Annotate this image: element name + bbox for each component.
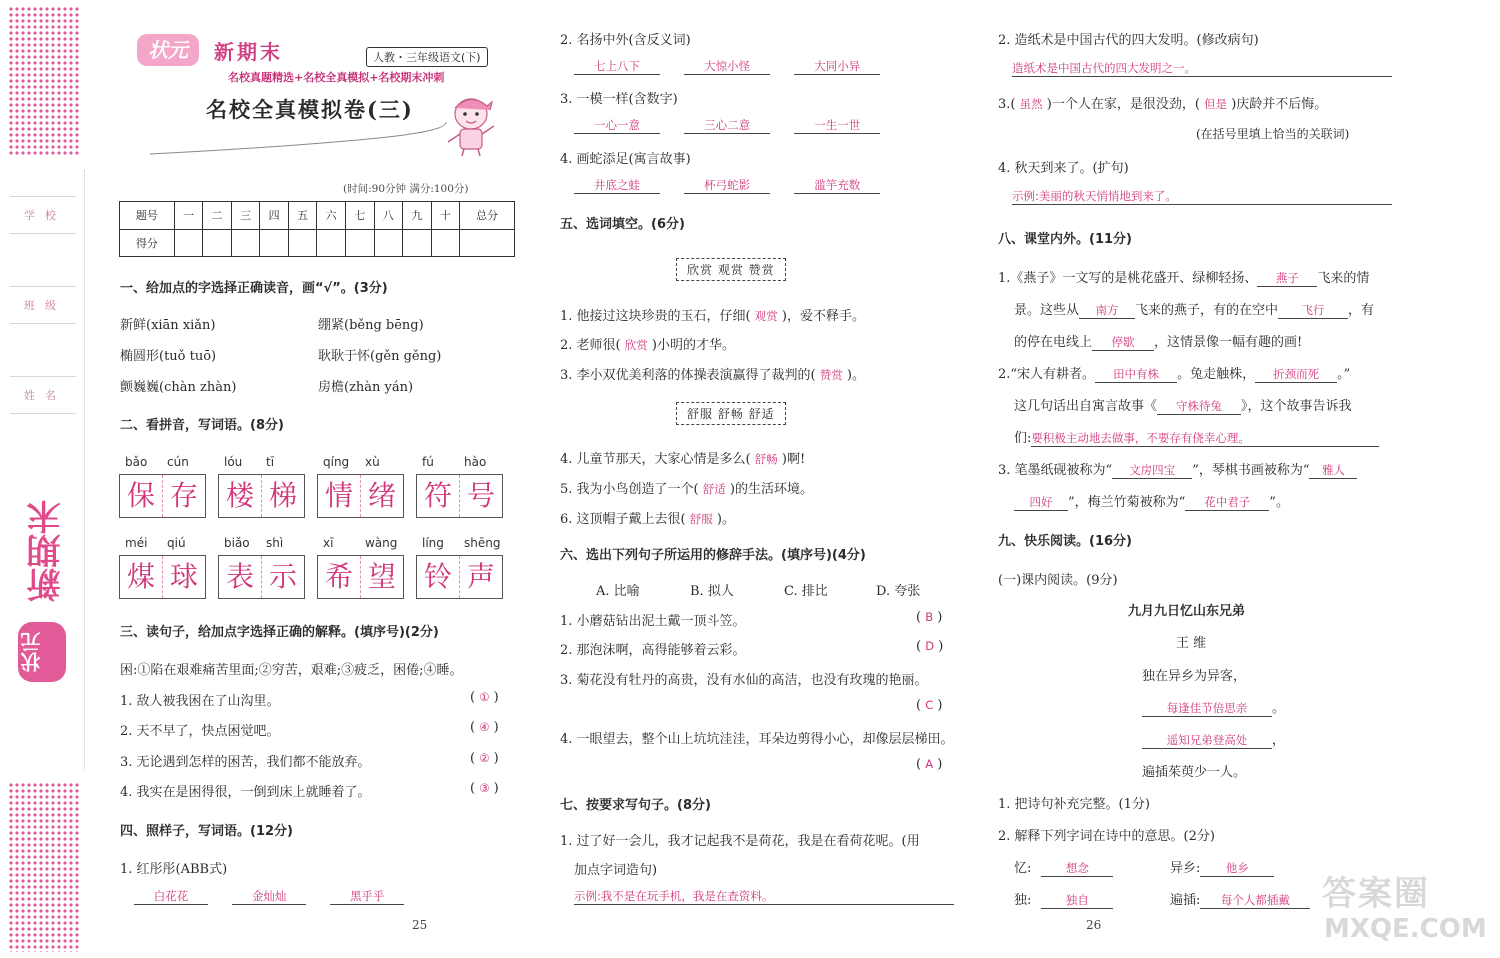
s5-text: )。 (846, 368, 865, 383)
s6-answer: ( D ) (916, 639, 944, 654)
s4-answer: 白花花 (134, 888, 208, 905)
s6-question: 3. 菊花没有牡丹的高贵，没有水仙的高洁，也没有玫瑰的艳丽。 (560, 673, 928, 688)
pinyin-syllable: qíng (323, 455, 350, 469)
character-box (317, 555, 404, 599)
s7-answer-1 (574, 888, 954, 905)
s7-note-3: (在括号里填上恰当的关联词) (1196, 127, 1350, 141)
pinyin-syllable: bǎo (125, 455, 148, 469)
section-4-title: 四、照样子，写词语。(12分) (120, 824, 293, 839)
pinyin-syllable: qiú (167, 536, 186, 550)
character-box (119, 474, 206, 518)
written-character: 望 (367, 560, 396, 593)
s8-line (1014, 427, 1379, 447)
score-header-cell: 六 (317, 202, 346, 230)
s8-text: ，有 (1348, 303, 1375, 318)
pinyin-syllable: tī (266, 455, 275, 469)
s6-answer: ( C ) (916, 698, 943, 713)
score-header-row (120, 202, 515, 230)
s1-item: 耿耿于怀(gěn gěng) (318, 349, 442, 364)
s5-answer: 舒服 (689, 512, 713, 526)
s4-answer: 一心一意 (574, 117, 660, 134)
score-header-cell: 十 (431, 202, 460, 230)
s8-answer: 守株待兔 (1157, 398, 1241, 415)
s5-text: )，爱不释手。 (781, 309, 865, 324)
s8-text: ”，琴棋书画被称为“ (1192, 463, 1310, 478)
s5-text: )啊! (781, 452, 806, 467)
written-character: 保 (120, 475, 163, 517)
s1-item: 房檐(zhàn yán) (318, 380, 414, 395)
s4-answer: 金灿灿 (232, 888, 306, 905)
s8-answer: 燕子 (1257, 270, 1317, 287)
s5-item (560, 508, 735, 527)
score-cell[interactable] (346, 229, 375, 257)
s8-text: ”。 (1269, 495, 1289, 510)
s1-item: 新鲜(xiān xiǎn) (120, 318, 216, 333)
s3-answer: ( ② ) (470, 751, 499, 766)
s7-answer: 示例:我不是在玩手机，我是在查资料。 (574, 888, 954, 905)
s5-item (560, 364, 865, 383)
pinyin-syllable: méi (125, 536, 148, 550)
written-character: 情 (318, 475, 361, 517)
s6-answer: ( B ) (916, 610, 943, 625)
s5-item (560, 478, 813, 497)
s3-answer-value: ① (479, 690, 490, 704)
s6-question: 4. 一眼望去，整个山上坑坑洼洼，耳朵边剪得小心，却像层层梯田。 (560, 732, 954, 747)
word-choice-box-1: 欣赏 观赏 赞赏 (676, 258, 786, 281)
s4-answers-1 (134, 888, 404, 905)
s7-answer-2 (1012, 60, 1392, 77)
s8-text: 》，这个故事告诉我 (1241, 399, 1352, 414)
score-cell[interactable] (231, 229, 260, 257)
s5-text: 1. 他接过这块珍贵的玉石，仔细( (560, 309, 751, 324)
s3-answer-value: ② (479, 751, 490, 765)
score-header-cell: 一 (174, 202, 203, 230)
page-number-left: 25 (412, 918, 428, 932)
written-character: 铃 (417, 556, 460, 598)
s5-text: )。 (716, 512, 735, 527)
s9-word-answer: 每个人都插戴 (1200, 892, 1310, 909)
s3-answer: ( ① ) (470, 690, 499, 705)
class-field: 班级 (10, 286, 76, 324)
score-cell[interactable] (203, 229, 232, 257)
pen-line-decoration (148, 118, 448, 158)
s5-text: 5. 我为小鸟创造了一个( (560, 482, 699, 497)
score-header-cell: 三 (231, 202, 260, 230)
s9-word-label: 异乡: (1170, 861, 1201, 876)
written-character: 绪 (367, 479, 396, 512)
s8-answer: 飞行 (1278, 302, 1348, 319)
s6-option: D. 夸张 (876, 584, 921, 599)
s4-question-3: 3. 一模一样(含数字) (560, 92, 678, 107)
written-character: 符 (417, 475, 460, 517)
s8-text: 景。这些从 (1014, 303, 1080, 318)
character-box (416, 474, 503, 518)
s3-answer: ( ④ ) (470, 720, 499, 735)
s9-question-2: 2. 解释下列字词在诗中的意思。(2分) (998, 829, 1215, 844)
s3-answer: ( ③ ) (470, 781, 499, 796)
s3-definition: 困:①陷在艰难痛苦里面;②穷苦，艰难;③疲乏，困倦;④睡。 (120, 663, 463, 678)
page-number-right: 26 (1086, 918, 1102, 932)
written-character: 楼 (219, 475, 262, 517)
poem-line-2: 每逢佳节倍思亲 。 (1142, 697, 1285, 717)
s7-text: )一个人在家，是很没劲，( (1046, 97, 1200, 112)
pinyin-syllable: shì (266, 536, 284, 550)
s3-question: 1. 敌人被我困在了山沟里。 (120, 694, 280, 709)
s7-answer-4 (1012, 188, 1392, 205)
brand-logo: 状元 (137, 34, 199, 66)
s9-word-answer: 独自 (1041, 892, 1113, 909)
s4-answer: 滥竽充数 (794, 177, 880, 194)
s4-question-1: 1. 红彤彤(ABB式) (120, 862, 228, 877)
s5-text: )小明的才华。 (651, 338, 735, 353)
s4-answers-4 (574, 177, 880, 194)
poem-answer: 遥知兄弟登高处 (1142, 732, 1272, 749)
s5-item (560, 334, 735, 353)
pinyin-syllable: líng (422, 536, 444, 550)
s3-question: 3. 无论遇到怎样的困苦，我们都不能放弃。 (120, 755, 371, 770)
word-choice-box-2: 舒服 舒畅 舒适 (676, 402, 786, 425)
s4-answer: 黑乎乎 (330, 888, 404, 905)
poem-line-4: 遍插茱萸少一人。 (1142, 765, 1247, 780)
score-cell[interactable] (260, 229, 289, 257)
slogan: 名校真题精选+名校全真模拟+名校期末冲刺 (228, 71, 445, 84)
poem-line-3: 遥知兄弟登高处 ， (1142, 729, 1285, 749)
s8-answer: 雅人 (1309, 462, 1357, 479)
pinyin-syllable: fú (422, 455, 434, 469)
pinyin-syllable: hào (464, 455, 487, 469)
s7-question-4: 4. 秋天到来了。(扩句) (998, 161, 1129, 176)
s9-word (1014, 889, 1113, 909)
s5-text: 2. 老师很( (560, 338, 621, 353)
s3-answer-value: ③ (479, 781, 490, 795)
s3-answer-value: ④ (479, 720, 490, 734)
s8-text: 们: (1014, 431, 1032, 446)
score-header-cell: 题号 (120, 202, 175, 230)
time-info: (时间:90分钟 满分:100分) (343, 183, 469, 195)
pinyin-syllable: lóu (224, 455, 243, 469)
s5-text: 3. 李小双优美利落的体操表演赢得了裁判的( (560, 368, 816, 383)
s7-answer: 但是 (1204, 97, 1228, 111)
s4-answers-2 (574, 58, 880, 75)
s5-item (560, 448, 805, 467)
s8-line (1014, 491, 1289, 511)
exam-title: 名校全真模拟卷(三) (206, 97, 414, 122)
score-header-cell: 四 (260, 202, 289, 230)
s9-subtitle: (一)课内阅读。(9分) (998, 573, 1118, 588)
s7-question-1b: 加点字词造句) (574, 863, 658, 878)
character-box (317, 474, 404, 518)
score-cell[interactable] (317, 229, 346, 257)
cartoon-student-icon (440, 92, 502, 158)
written-character: 示 (268, 560, 297, 593)
s1-item: 椭圆形(tuǒ tuō) (120, 349, 217, 364)
score-cell[interactable] (403, 229, 432, 257)
written-character: 表 (219, 556, 262, 598)
score-cell[interactable] (431, 229, 460, 257)
poem-line-1: 独在异乡为异客， (1142, 669, 1247, 684)
character-box (119, 555, 206, 599)
s8-line (998, 459, 1357, 479)
section-8-title: 八、课堂内外。(11分) (998, 232, 1132, 247)
s8-text: ，这情景像一幅有趣的画! (1154, 335, 1303, 350)
s4-answer: 大惊小怪 (684, 58, 770, 75)
written-character: 球 (169, 560, 198, 593)
s9-word-label: 独: (1014, 893, 1032, 908)
score-row-label: 得分 (120, 229, 175, 257)
s6-question: 1. 小蘑菇钻出泥土戴一顶斗笠。 (560, 614, 746, 629)
s6-answer-value: B (925, 610, 934, 624)
score-cell[interactable] (374, 229, 403, 257)
s8-text: 2.“宋人有耕者。 (998, 367, 1096, 382)
section-5-title: 五、选词填空。(6分) (560, 217, 685, 232)
watermark-url: MXQE.COM (1324, 914, 1487, 944)
written-character: 声 (466, 560, 495, 593)
s7-answer: 示例:美丽的秋天悄悄地到来了。 (1012, 188, 1392, 205)
s5-answer: 观赏 (754, 309, 778, 323)
s8-line (1014, 299, 1374, 319)
s6-answer-value: A (925, 757, 934, 771)
s7-text: )庆龄并不后悔。 (1231, 97, 1328, 112)
s8-line (998, 267, 1369, 287)
s9-word-label: 忆: (1014, 861, 1032, 876)
s6-option: A. 比喻 (596, 584, 640, 599)
s7-question-3: 3.( 虽然 )一个人在家，是很没劲，( 但是 )庆龄并不后悔。 (998, 97, 1328, 112)
score-table (119, 201, 515, 257)
score-header-cell: 九 (403, 202, 432, 230)
score-header-cell: 五 (288, 202, 317, 230)
s5-text: )的生活环境。 (729, 482, 813, 497)
s6-question: 2. 那泡沫啊，高得能够着云彩。 (560, 643, 746, 658)
s8-answer: 南方 (1079, 302, 1135, 319)
s8-answer: 折颈而死 (1255, 366, 1337, 383)
s8-answer: 停歇 (1092, 334, 1154, 351)
s6-option: C. 排比 (784, 584, 828, 599)
s4-answer: 井底之蛙 (574, 177, 660, 194)
s8-answer: 四好 (1014, 494, 1068, 511)
s7-answer: 虽然 (1019, 97, 1043, 111)
s8-answer: 文房四宝 (1112, 462, 1192, 479)
s5-answer: 舒适 (702, 482, 726, 496)
written-character: 煤 (120, 556, 163, 598)
s6-answer-value: C (925, 698, 934, 712)
s5-text: 6. 这顶帽子戴上去很( (560, 512, 686, 527)
dot-pattern-top (8, 6, 80, 156)
s8-answer: 田中有株 (1095, 366, 1177, 383)
s7-answer: 造纸术是中国古代的四大发明之一。 (1012, 60, 1392, 77)
s8-line (1014, 395, 1352, 415)
s4-answer: 大同小异 (794, 58, 880, 75)
score-header-cell: 八 (374, 202, 403, 230)
section-1-title: 一、给加点的字选择正确读音，画“√”。(3分) (120, 281, 388, 296)
dot-pattern-bottom (8, 782, 80, 952)
section-9-title: 九、快乐阅读。(16分) (998, 534, 1132, 549)
poem-author: 王 维 (1176, 636, 1207, 651)
sidebar-vertical-brand: 新期末 (27, 500, 67, 602)
s3-question: 4. 我实在是困得很，一倒到床上就睡着了。 (120, 785, 371, 800)
poem-title: 九月九日忆山东兄弟 (1128, 604, 1246, 619)
s8-line (998, 363, 1350, 383)
s9-word (1170, 889, 1310, 909)
pinyin-syllable: biǎo (224, 536, 250, 550)
pinyin-syllable: cún (167, 455, 189, 469)
pinyin-syllable: xù (365, 455, 380, 469)
series-name: 新期末 (214, 40, 283, 64)
s7-question-1: 1. 过了好一会儿，我才记起我不是荷花，我是在看荷花呢。(用 (560, 834, 920, 849)
s4-question-4: 4. 画蛇添足(寓言故事) (560, 152, 691, 167)
s8-text: ”，梅兰竹菊被称为“ (1068, 495, 1186, 510)
s8-text: 1.《燕子》一文写的是桃花盛开、绿柳轻扬、 (998, 271, 1258, 286)
poem-answer: 每逢佳节倍思亲 (1142, 700, 1272, 717)
character-box (416, 555, 503, 599)
pinyin-syllable: shēng (464, 536, 501, 550)
sidebar-divider (84, 170, 85, 770)
s9-word (1014, 857, 1113, 877)
s1-item: 颤巍巍(chàn zhàn) (120, 380, 237, 395)
s8-answer: 花中君子 (1185, 494, 1269, 511)
s6-answer-value: D (925, 639, 935, 653)
score-cell[interactable] (288, 229, 317, 257)
score-cell[interactable] (174, 229, 203, 257)
sidebar-seal: 状元 (18, 622, 66, 682)
s6-answer: ( A ) (916, 757, 943, 772)
watermark-logo: 答案圈 (1322, 874, 1430, 914)
s3-question: 2. 天不早了，快点困觉吧。 (120, 724, 280, 739)
s8-text: 。” (1337, 367, 1351, 382)
s8-text: 的停在电线上 (1014, 335, 1093, 350)
grade-tag: 人教・三年级语文(下) (366, 47, 488, 67)
s9-word-label: 遍插: (1170, 893, 1201, 908)
s8-text: 飞来的燕子，有的在空中 (1135, 303, 1279, 318)
section-6-title: 六、选出下列句子所运用的修辞手法。(填序号)(4分) (560, 548, 866, 563)
s4-answer: 三心二意 (684, 117, 770, 134)
s9-question-1: 1. 把诗句补充完整。(1分) (998, 797, 1150, 812)
score-value-row (120, 229, 515, 257)
score-header-cell: 总分 (460, 202, 515, 230)
s4-answer: 杯弓蛇影 (684, 177, 770, 194)
s8-text: 3. 笔墨纸砚被称为“ (998, 463, 1113, 478)
s5-answer: 舒畅 (754, 452, 778, 466)
s4-answers-3 (574, 117, 880, 134)
s9-word-answer: 想念 (1041, 860, 1113, 877)
character-box (218, 555, 305, 599)
score-header-cell: 二 (203, 202, 232, 230)
s4-answer: 七上八下 (574, 58, 660, 75)
written-character: 梯 (268, 479, 297, 512)
s9-word-answer: 他乡 (1200, 860, 1274, 877)
s8-text: 。兔走触株， (1177, 367, 1256, 382)
name-field: 姓名 (10, 376, 76, 414)
s8-answer: 要积极主动地去做事，不要存有侥幸心理。 (1031, 430, 1379, 447)
section-7-title: 七、按要求写句子。(8分) (560, 798, 711, 813)
s5-answer: 赞赏 (819, 368, 843, 382)
section-2-title: 二、看拼音，写词语。(8分) (120, 418, 284, 433)
score-cell[interactable] (460, 229, 515, 257)
written-character: 存 (169, 479, 198, 512)
s8-text: 飞来的情 (1317, 271, 1370, 286)
s6-option: B. 拟人 (690, 584, 734, 599)
written-character: 号 (466, 479, 495, 512)
score-header-cell: 七 (346, 202, 375, 230)
pinyin-syllable: xī (323, 536, 334, 550)
character-box (218, 474, 305, 518)
s9-word (1170, 857, 1274, 877)
school-field: 学校 (10, 196, 76, 234)
s5-item (560, 305, 865, 324)
written-character: 希 (318, 556, 361, 598)
s8-text: 这几句话出自寓言故事《 (1014, 399, 1158, 414)
section-3-title: 三、读句子，给加点字选择正确的解释。(填序号)(2分) (120, 625, 439, 640)
pinyin-syllable: wàng (365, 536, 398, 550)
s4-question-2: 2. 名扬中外(含反义词) (560, 33, 691, 48)
s8-line (1014, 331, 1302, 351)
s4-answer: 一生一世 (794, 117, 880, 134)
s5-text: 4. 儿童节那天，大家心情是多么( (560, 452, 751, 467)
s5-answer: 欣赏 (624, 338, 648, 352)
s1-item: 绷紧(běng bēng) (318, 318, 424, 333)
s7-question-2: 2. 造纸术是中国古代的四大发明。(修改病句) (998, 33, 1259, 48)
